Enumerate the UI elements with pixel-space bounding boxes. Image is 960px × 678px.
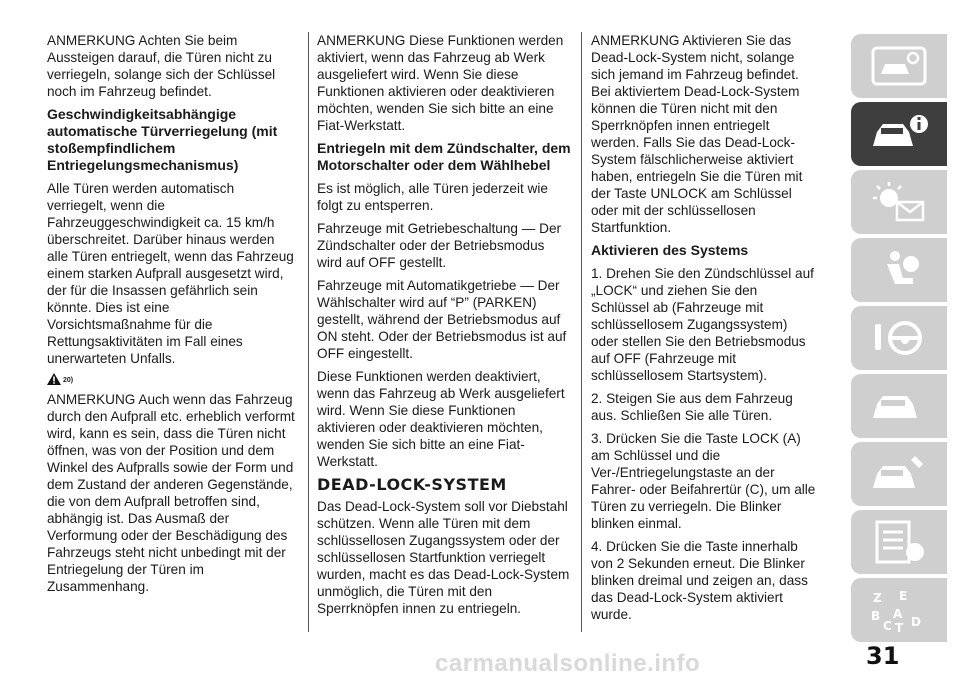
technical-data-icon: [869, 520, 929, 564]
tab-warning-lights[interactable]: [851, 170, 947, 234]
watermark: carmanualsonline.info: [435, 650, 701, 677]
tab-car-info[interactable]: [851, 102, 947, 166]
steering-wheel-icon: [869, 316, 929, 360]
car-emergency-icon: [869, 384, 929, 428]
svg-text:B: B: [871, 609, 881, 623]
body-paragraph: Fahrzeuge mit Getriebeschaltung — Der Zündschalter oder der Betriebsmodus wird auf OFF gestellt.: [317, 221, 562, 270]
warning-number: 20): [63, 377, 74, 384]
chapter-tab-sidebar: [851, 34, 947, 646]
tab-index[interactable]: [851, 578, 947, 642]
warning-triangle-icon: [47, 373, 61, 385]
section-heading: Geschwindigkeitsabhängige automatische Türverriegelung (mit stoßempfindlichem Entriegelungsmechanismus): [47, 106, 278, 173]
tab-emergency[interactable]: [851, 374, 947, 438]
warning-lights-icon: [869, 180, 929, 224]
svg-text:T: T: [895, 621, 904, 632]
car-info-icon: [869, 112, 929, 156]
step-paragraph: 4. Drücken Sie die Taste innerhalb von 2 Sekunden erneut. Die Blinker blinken dreimal und zeigen an, dass das Dead-Lock-System aktiviert wurde.: [591, 539, 808, 622]
text-column-1: [47, 32, 297, 601]
tab-safety[interactable]: [851, 238, 947, 302]
body-paragraph: Es ist möglich, alle Türen jederzeit wie folgt zu entsperren.: [317, 181, 548, 213]
tab-starting-driving[interactable]: [851, 306, 947, 370]
tab-maintenance[interactable]: [851, 442, 947, 506]
text-column-3: [591, 32, 817, 629]
text-column-2: [317, 32, 571, 623]
car-maintenance-icon: [869, 452, 929, 496]
airbag-seat-icon: [869, 248, 929, 292]
note-paragraph: ANMERKUNG Achten Sie beim Aussteigen darauf, die Türen nicht zu verriegeln, solange sich der Schlüssel noch im Fahrzeug befindet.: [47, 33, 276, 99]
step-paragraph: 3. Drücken Sie die Taste LOCK (A) am Schlüssel und die Ver-/Entriegelungstaste an der Fahrer- oder Beifahrertür (C), um alle Türen zu verriegeln. Die Blinker blinken einmal.: [591, 431, 816, 531]
page-number: 31: [866, 642, 900, 670]
body-paragraph: Diese Funktionen werden deaktiviert, wenn das Fahrzeug ab Werk ausgeliefert wird. Wenn Sie diese Funktionen aktivieren oder deaktivieren möchten, wenden Sie sich bitte an eine Fiat-Werkstatt.: [317, 369, 565, 469]
step-paragraph: 1. Drehen Sie den Zündschlüssel auf „LOCK“ und ziehen Sie den Schlüssel ab (Fahrzeuge mit schlüssellosem Zugangssystem) oder stellen Sie den Betriebsmodus auf OFF (Fahrzeuge mit schlüssellosem Startsystem).: [591, 266, 814, 383]
svg-text:A: A: [893, 607, 903, 621]
column-divider: [581, 32, 582, 632]
body-paragraph: Das Dead-Lock-System soll vor Diebstahl schützen. Wenn alle Türen mit dem schlüssellosen Zugangssystem oder der schlüssellosen Startfunktion verriegelt wurden, macht es das Dead-Lock-System unmöglich, die Türen mit den Sperrknöpfen innen zu entriegeln.: [317, 499, 570, 616]
svg-text:C: C: [883, 619, 892, 632]
svg-text:Z: Z: [873, 591, 882, 605]
note-paragraph: ANMERKUNG Diese Funktionen werden aktiviert, wenn das Fahrzeug ab Werk ausgeliefert wird. Wenn Sie diese Funktionen aktivieren oder deaktivieren möchten, wenden Sie sich bitte an eine Fiat-Werkstatt.: [317, 33, 564, 133]
body-paragraph: Fahrzeuge mit Automatikgetriebe — Der Wählschalter wird auf “P” (PARKEN) gestellt, während der Betriebsmodus auf ON steht. Oder der Betriebsmodus ist auf OFF eingestellt.: [317, 278, 567, 361]
column-divider: [308, 32, 309, 632]
svg-text:D: D: [911, 615, 921, 629]
note-paragraph: ANMERKUNG Auch wenn das Fahrzeug durch den Aufprall etc. erheblich verformt wird, kann es sein, dass die Türen nicht öffnen, was von der Position und dem Winkel des Aufpralls sowie der Form und dem Zustand der anderen Gegenstände, die von dem Aufprall betroffen sind, abhängig ist. Das Ausmaß der Verformung oder der Beschädigung des Fahrzeugs steht nicht unbedingt mit der Entriegelung der Türen im Zusammenhang.: [47, 392, 295, 594]
note-paragraph: ANMERKUNG Aktivieren Sie das Dead-Lock-System nicht, solange sich jemand im Fahrzeug befindet. Bei aktiviertem Dead-Lock-System können die Türen nicht mit den Sperrknöpfen innen entriegelt werden. Falls Sie das Dead-Lock-System fälschlicherweise aktiviert haben, entriegeln Sie die Türen mit der Taste UNLOCK am Schlüssel oder mit der schlüssellosen Startfunktion.: [591, 33, 803, 235]
chapter-heading: DEAD-LOCK-SYSTEM: [317, 475, 507, 494]
warning-reference: [47, 373, 297, 385]
svg-text:E: E: [899, 589, 908, 603]
section-heading: Aktivieren des Systems: [591, 242, 749, 258]
car-dashboard-icon: [869, 44, 929, 88]
step-paragraph: 2. Steigen Sie aus dem Fahrzeug aus. Schließen Sie alle Türen.: [591, 391, 793, 423]
tab-technical-data[interactable]: [851, 510, 947, 574]
section-heading: Entriegeln mit dem Zündschalter, dem Motorschalter oder dem Wählhebel: [317, 140, 571, 173]
tab-dashboard[interactable]: [851, 34, 947, 98]
body-paragraph: Alle Türen werden automatisch verriegelt, wenn die Fahrzeuggeschwindigkeit ca. 15 km/h überschreitet. Darüber hinaus werden alle Türen entriegelt, wenn das Fahrzeug einem starken Aufprall ausgesetzt wird, der für die Insassen gefährlich sein könnte. Dies ist eine Vorsichtsmaßnahme für die Rettungsaktivitäten im Fall eines unerwarteten Unfalls.: [47, 181, 294, 366]
alphabetical-index-icon: [869, 588, 929, 632]
